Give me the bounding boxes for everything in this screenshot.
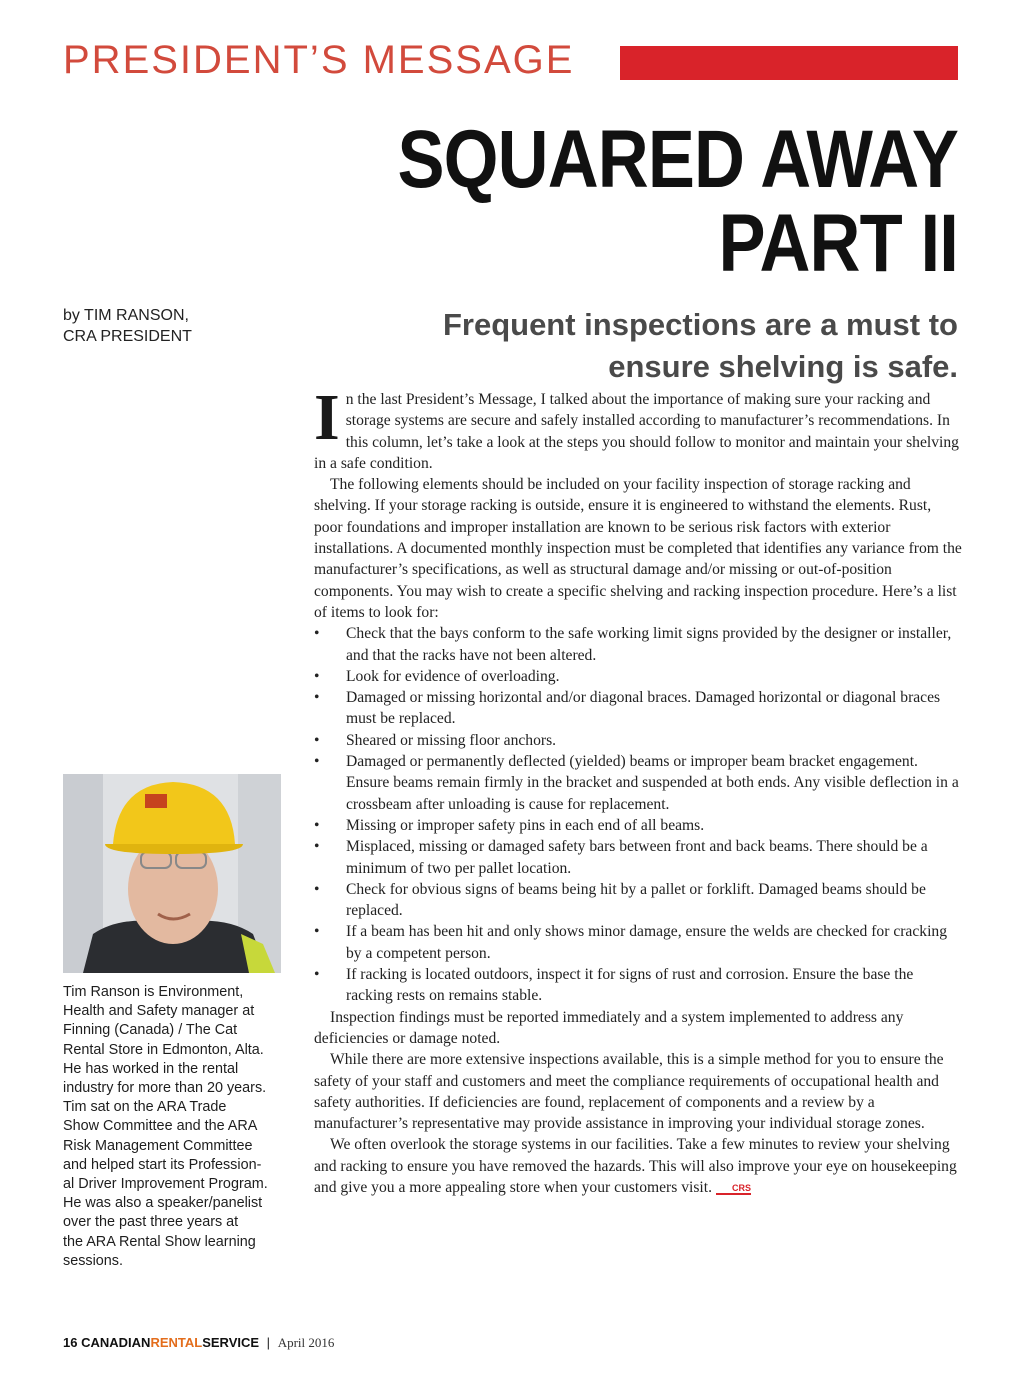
- author-bio-caption: [63, 983, 285, 1271]
- caption-line: industry for more than 20 years.: [63, 1080, 267, 1097]
- byline-author: by TIM RANSON,: [63, 307, 189, 324]
- caption-line: Risk Management Committee: [63, 1137, 253, 1154]
- caption-line: He has worked in the rental: [63, 1060, 239, 1077]
- caption-line: Rental Store in Edmonton, Alta.: [63, 1041, 264, 1058]
- list-item: • Sheared or missing floor anchors.: [314, 730, 962, 751]
- caption-line: and helped start its Profession-: [63, 1156, 262, 1173]
- list-item: • Check for obvious signs of beams being hit by a pallet or forklift. Damaged beams should be replaced.: [314, 879, 962, 922]
- title-line-2: PART II: [718, 198, 958, 289]
- caption-line: Finning (Canada) / The Cat: [63, 1022, 238, 1039]
- article-body: [314, 381, 962, 1198]
- list-item: • Damaged or permanently deflected (yielded) beams or improper beam bracket engagement. Ensure beams remain firmly in the bracket and suspended at both ends. Any visible deflection in a crossbeam after unloading is cause for replacement.: [314, 751, 962, 815]
- paragraph-intro: [314, 381, 962, 474]
- deck-line-2: ensure shelving is safe.: [608, 349, 958, 384]
- list-item: • If racking is located outdoors, inspect it for signs of rust and corrosion. Ensure the base the racking rests on remains stable.: [314, 964, 962, 1007]
- paragraph: While there are more extensive inspections available, this is a simple method for you to ensure the safety of your staff and customers and meet the compliance requirements of occupational health and safety authorities. If deficiencies are found, replacement of components and a review by a manufacturer’s representative may provide assistance in improving your individual storage zones.: [314, 1051, 944, 1133]
- section-label: PRESIDENT’S MESSAGE: [63, 38, 575, 82]
- caption-line: Tim Ranson is Environment,: [63, 984, 244, 1000]
- byline: [63, 305, 293, 347]
- paragraph-closing-text: We often overlook the storage systems in our facilities. Take a few minutes to review your shelving and racking to ensure you have removed the hazards. This will also improve your eye on housekeeping and give you a more appealing store when your customers visit.: [314, 1136, 957, 1196]
- paragraph: Inspection findings must be reported immediately and a system implemented to address any deficiencies or damage noted.: [314, 1008, 904, 1047]
- title-line-1: SQUARED AWAY: [397, 114, 958, 205]
- section-accent-bar: [620, 46, 958, 80]
- list-item: • Misplaced, missing or damaged safety bars between front and back beams. There should be a minimum of two per pallet location.: [314, 836, 962, 879]
- article-title: [356, 114, 958, 289]
- caption-line: Tim sat on the ARA Trade: [63, 1099, 227, 1116]
- caption-line: He was also a speaker/panelist: [63, 1195, 263, 1212]
- drop-cap: I: [314, 381, 340, 454]
- caption-line: over the past three years at: [63, 1214, 239, 1231]
- issue-date: April 2016: [277, 1335, 335, 1350]
- list-item: • Damaged or missing horizontal and/or diagonal braces. Damaged horizontal or diagonal braces must be replaced.: [314, 687, 962, 730]
- page-number: 16: [63, 1335, 78, 1350]
- list-item: • If a beam has been hit and only shows minor damage, ensure the welds are checked for cracking by a competent person.: [314, 921, 962, 964]
- paragraph: The following elements should be included on your facility inspection of storage racking and shelving. If your storage racking is outside, ensure it is engineered to withstand the elements. Rust, poor foundations and improper installation are known to be serious risk factors with exterior installations. A documented monthly inspection must be completed that identifies any variance from the manufacturer’s specifications, as well as structural damage and/or missing or out-of-position components. You may wish to create a specific shelving and racking inspection procedure. Here’s a list of items to look for:: [314, 476, 962, 621]
- footer-separator: |: [266, 1335, 271, 1350]
- author-photo: [63, 774, 281, 973]
- caption-line: Health and Safety manager at: [63, 1003, 255, 1020]
- inspection-checklist: [314, 623, 962, 1006]
- caption-line: al Driver Improvement Program.: [63, 1176, 268, 1193]
- list-item: • Missing or improper safety pins in each end of all beams.: [314, 815, 962, 836]
- deck-line-1: Frequent inspections are a must to: [442, 307, 958, 342]
- paragraph-closing: [314, 1134, 962, 1198]
- end-mark-logo: CRS: [716, 1184, 751, 1195]
- author-portrait-illustration: [63, 774, 281, 973]
- caption-line: Show Committee and the ARA: [63, 1118, 258, 1135]
- caption-line: the ARA Rental Show learning: [63, 1233, 256, 1250]
- list-item: • Look for evidence of overloading.: [314, 666, 962, 687]
- magazine-name-part2: RENTAL: [150, 1335, 203, 1350]
- magazine-name-part3: SERVICE: [202, 1335, 260, 1350]
- page-footer: [63, 1335, 334, 1351]
- magazine-name-part1: CANADIAN: [81, 1335, 151, 1350]
- paragraph-intro-text: n the last President’s Message, I talked about the importance of making sure your racking and storage systems are secure and safely installed according to manufacturer’s recommendations. In this column, let’s take a look at the steps you should follow to monitor and maintain your shelving in a safe condition.: [314, 391, 959, 472]
- caption-line: sessions.: [63, 1252, 123, 1269]
- byline-role: CRA PRESIDENT: [63, 328, 192, 345]
- article-deck: [358, 304, 958, 388]
- list-item: • Check that the bays conform to the safe working limit signs provided by the designer or installer, and that the racks have not been altered.: [314, 623, 962, 666]
